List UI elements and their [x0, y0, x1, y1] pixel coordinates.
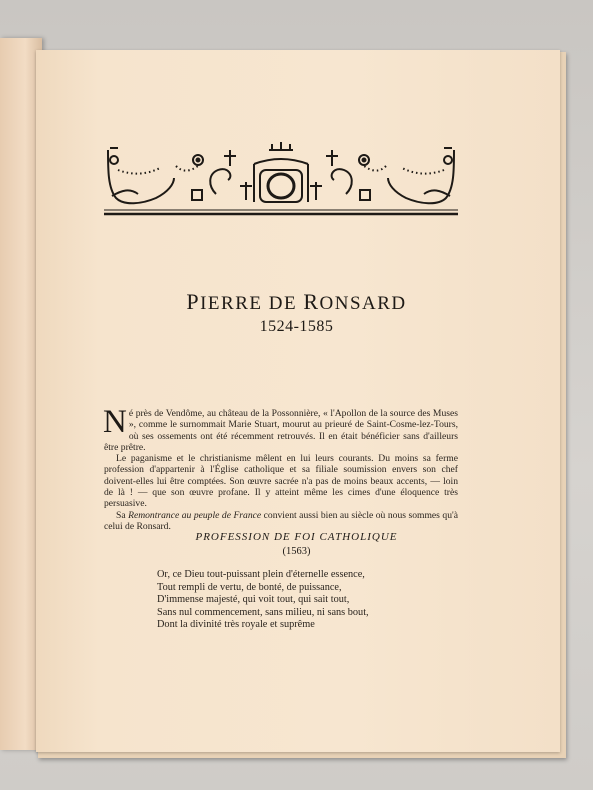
decorative-headpiece — [104, 140, 458, 220]
title-part: ONSARD — [319, 293, 407, 314]
bio-text: é près de Vendôme, au château de la Possonnière, « l'Apollon de la source des Muses », comme le surnommait Marie Stuart, mourut au prieuré de Saint-Cosme-lez-Tours, où ses ossements ont été récemment retrouvés. Il en était bénéficier sans d'ailleurs être prêtre. — [104, 408, 458, 453]
verse-line: Or, ce Dieu tout-puissant plein d'éternelle essence, — [157, 569, 365, 580]
title-initial: R — [303, 289, 320, 314]
bio-paragraph-3 — [104, 510, 458, 533]
bio-paragraph-2: Le paganisme et le christianisme mêlent en lui leurs courants. Du moins sa ferme profession d'appartenir à l'Église catholique et sa filiale soumission envers son chef doivent-elles lui être comptées. Son œuvre sacrée n'a pas de moins beaux accents, — loin de là ! — que son œuvre profane. Il y atteint même les cimes d'une éloquence très persuasive. — [104, 453, 458, 510]
bio-text: Sa — [116, 509, 129, 521]
poem-verses — [157, 569, 457, 632]
work-title: Remontrance au peuple de France — [128, 509, 262, 521]
verse-line: Sans nul commencement, sans milieu, ni sans bout, — [157, 606, 369, 618]
bio-paragraph-1 — [103, 404, 458, 453]
poem-title: PROFESSION DE FOI CATHOLIQUE — [195, 531, 398, 543]
life-dates: 1524-1585 — [259, 318, 334, 335]
poem-year: (1563) — [282, 546, 311, 557]
title-initial: P — [186, 289, 201, 314]
drop-cap: N — [103, 404, 127, 440]
verse-line: Tout rempli de vertu, de bonté, de puissance, — [157, 581, 342, 593]
biography-text — [103, 404, 458, 532]
bio-text: convient aussi bien au siècle où nous sommes qu'à celui de Ronsard. — [104, 509, 458, 532]
title-part: IERRE DE — [200, 293, 304, 314]
verse-line: D'immense majesté, qui voit tout, qui sait tout, — [157, 594, 350, 606]
verse-line: Dont la divinité très royale et suprême — [157, 619, 315, 631]
page-title — [0, 289, 593, 315]
